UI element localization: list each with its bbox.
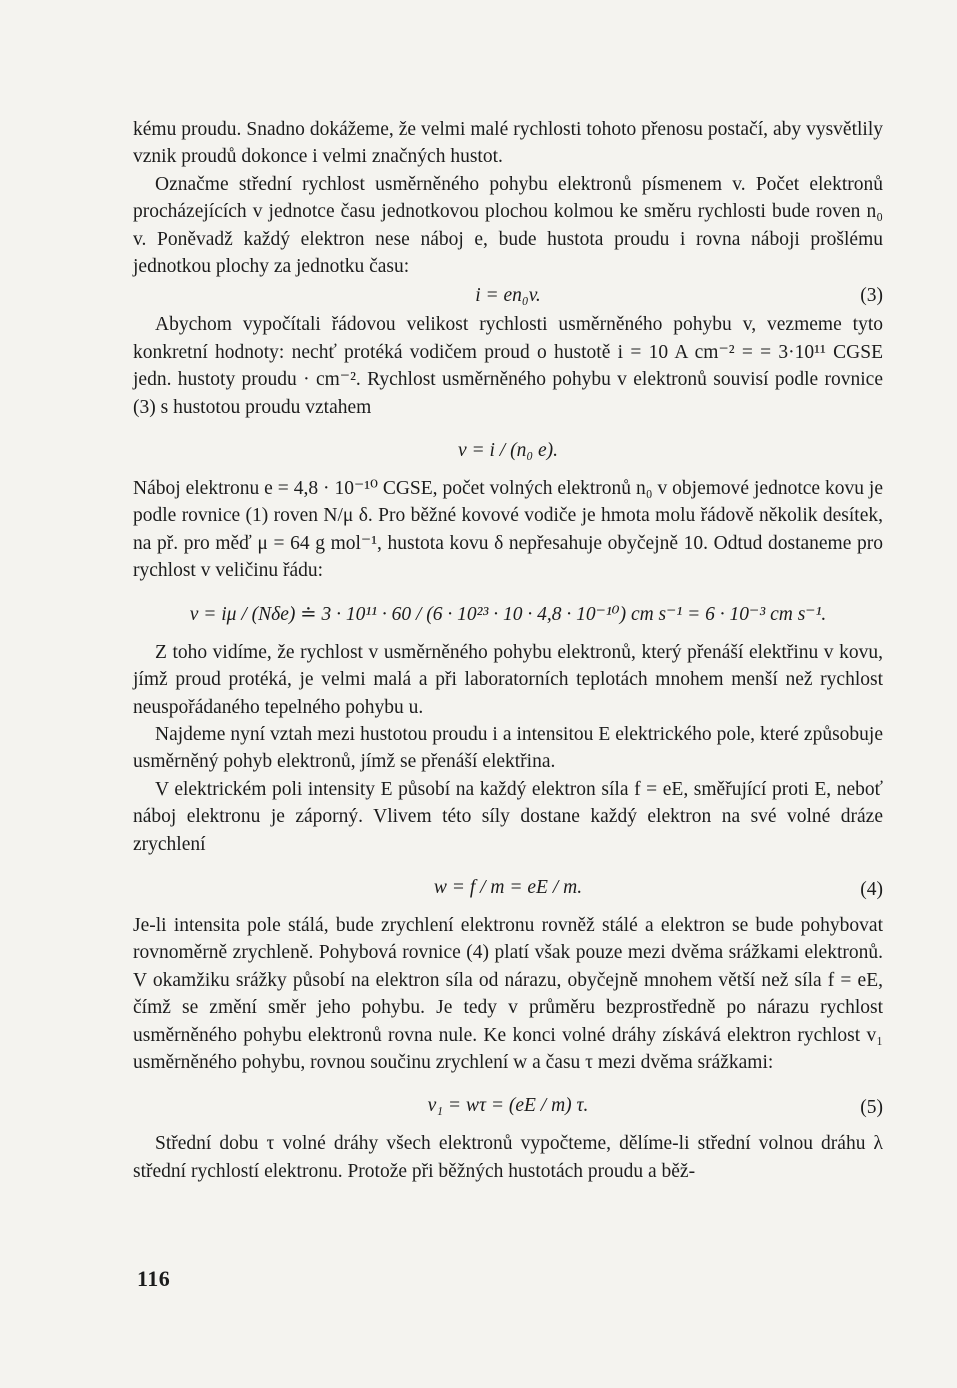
- paragraph: Najdeme nyní vztah mezi hustotou proudu i a intensitou E elektrického pole, které způsobuje usměrněný pohyb elektronů, jímž se přenáší elektřina.: [133, 723, 883, 773]
- paragraph: Je-li intensita pole stálá, bude zrychlení elektronu rovněž stálé a elektron se bude pohybovat rovnoměrně zrychleně. Pohybová rovnice (4) platí však pouze mezi dvěma srážkami elektronů. V okamžiku srážky působí na elektron síla od nárazu, obyčejně mnohem větší než síla f = eE, čímž se změní směr jeho pohybu. Je tedy v průměru bezprostředně po nárazu rychlost usměrněného pohybu elektronů rovna nule. Ke konci volné dráhy získává elektron rychlost v₁ usměrněného pohybu, rovnou součinu zrychlení w a času τ mezi dvěma srážkami:: [133, 914, 883, 1073]
- paragraph: Označme střední rychlost usměrněného pohybu elektronů písmenem v. Počet elektronů procházejících v jednotce času jednotkovou plochou kolmou ke směru rychlosti bude roven n₀ v. Poněvadž každý elektron nese náboj e, bude hustota proudu i rovna náboji prošlému jednotkou plochy za jednotku času:: [133, 173, 883, 278]
- equation-estimate-body: v = iμ / (Nδe) ≐ 3 · 10¹¹ · 60 / (6 · 10²³ · 10 · 4,8 · 10⁻¹⁰) cm s⁻¹ = 6 · 10⁻³ cm s⁻¹.: [189, 603, 827, 625]
- paragraph: kému proudu. Snadno dokážeme, že velmi malé rychlosti tohoto přenosu postačí, aby vysvětlily vznik proudů dokonce i velmi značných hustot.: [133, 119, 883, 168]
- equation-velocity-body: v = i / (n₀ e).: [457, 440, 559, 462]
- equation-4-body: w = f / m = eE / m.: [433, 876, 583, 898]
- equation-3-body: i = en₀v.: [475, 285, 541, 307]
- equation-5-number: (5): [860, 1097, 883, 1119]
- equation-4-number: (4): [860, 878, 883, 900]
- paragraph: V elektrickém poli intensity E působí na každý elektron síla f = eE, směřující proti E, neboť náboj elektronu je záporný. Vlivem této síly dostane každý elektron na své volné dráze zrychlení: [133, 778, 883, 855]
- paragraph: Náboj elektronu e = 4,8 · 10⁻¹⁰ CGSE, počet volných elektronů n₀ v objemové jednotce kovu je podle rovnice (1) roven N/μ δ. Pro běžné kovové vodiče je hmota molu řádově několik desítek, na př. pro měď μ = 64 g mol⁻¹, hustota kovu δ nepřesahuje obyčejně 10. Odtud dostaneme pro rychlost v veličinu řádu:: [133, 478, 883, 582]
- equation-5: [133, 1082, 883, 1128]
- paragraph: Z toho vidíme, že rychlost v usměrněného pohybu elektronů, který přenáší elektřinu v kovu, jímž proud protéká, je velmi malá a při laboratorních teplotách mnohem menší než rychlost neuspořádaného tepelného pohybu u.: [133, 641, 883, 718]
- body-text: [133, 116, 883, 1185]
- equation-4: [133, 864, 883, 910]
- paragraph: Střední dobu τ volné dráhy všech elektronů vypočteme, dělíme-li střední volnou dráhu λ střední rychlostí elektronu. Protože při běžných hustotách proudu a běž-: [133, 1133, 883, 1182]
- page-number: 116: [137, 1266, 171, 1291]
- equation-5-body: v₁ = wτ = (eE / m) τ.: [427, 1095, 589, 1117]
- equation-3-number: (3): [860, 285, 883, 307]
- equation-estimate: [133, 591, 883, 637]
- equation-velocity: [133, 427, 883, 473]
- paragraph: Abychom vypočítali řádovou velikost rychlosti usměrněného pohybu v, vezmeme tyto konkretní hodnoty: nechť protéká vodičem proud o hustotě i = 10 A cm⁻² = = 3·10¹¹ CGSE jedn. hustoty proudu · cm⁻². Rychlost usměrněného pohybu v elektronů souvisí podle rovnice (3) s hustotou proudu vztahem: [133, 314, 883, 418]
- equation-3: [133, 282, 883, 309]
